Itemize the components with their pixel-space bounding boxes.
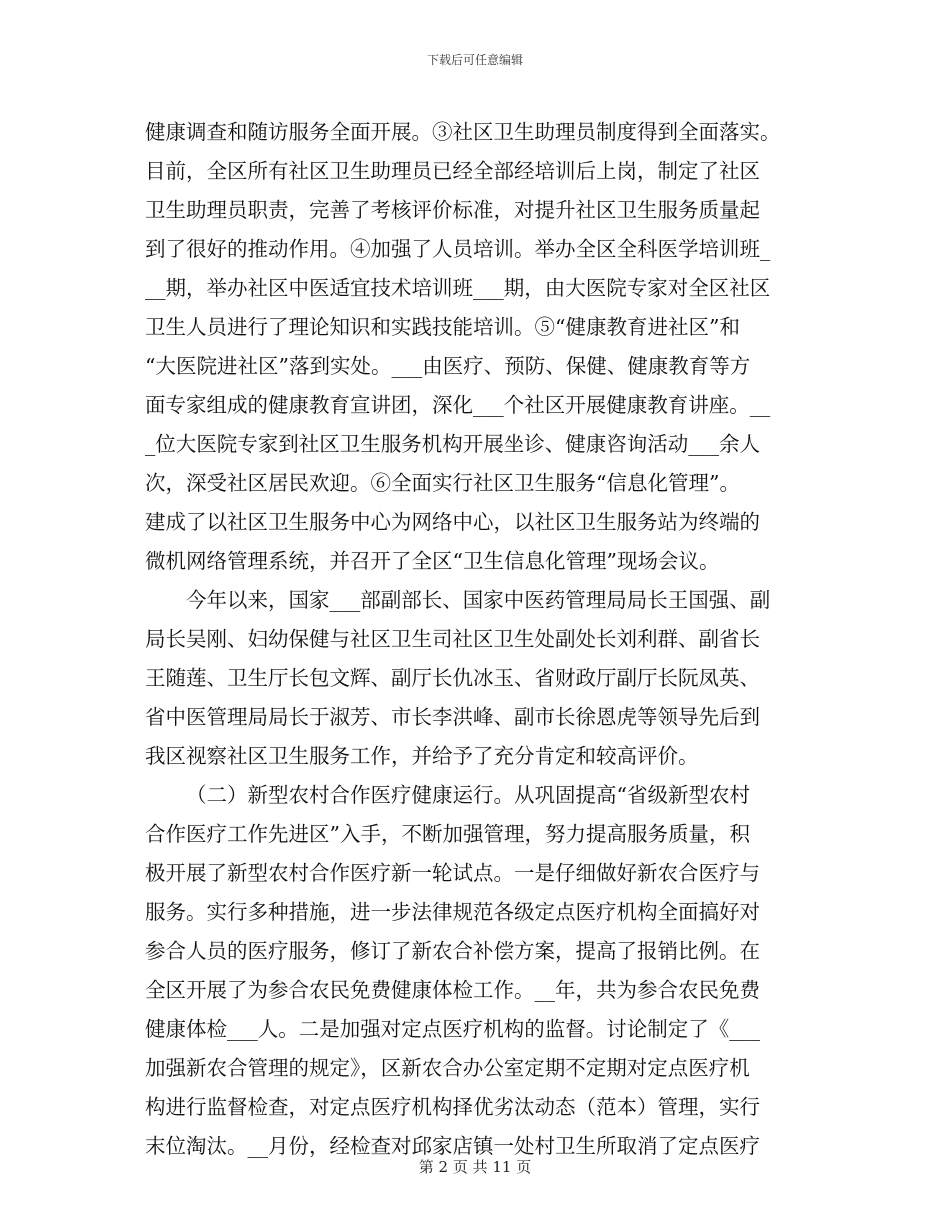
text-line: 到了很好的推动作用。④加强了人员培训。举办全区全科医学培训班_ [145,237,771,261]
text-line: 健康体检___人。二是加强对定点医疗机构的监督。讨论制定了《___ [145,1017,760,1041]
text-line: 全区开展了为参合农民免费健康体检工作。__年，共为参合农民免费 [145,978,760,1002]
page-header: 下载后可任意编辑 [426,53,523,67]
text-line: 我区视察社区卫生服务工作，并给予了充分肯定和较高评价。 [145,744,699,768]
text-line: 卫生人员进行了理论知识和实践技能培训。⑤“健康教育进社区”和 [145,315,740,339]
document-body [145,113,805,1166]
text-line: 今年以来，国家___部副部长、国家中医药管理局局长王国强、副 [186,588,771,612]
text-line: 加强新农合管理的规定》，区新农合办公室定期不定期对定点医疗机 [145,1056,750,1080]
text-line: 局长吴刚、妇幼保健与社区卫生司社区卫生处副处长刘利群、副省长 [145,627,760,651]
text-line: 构进行监督检查，对定点医疗机构择优劣汰动态（范本）管理，实行 [145,1095,760,1119]
text-line: 合作医疗工作先进区”入手，不断加强管理，努力提高服务质量，积 [145,822,750,846]
text-line: 末位淘汰。__月份，经检查对邱家店镇一处村卫生所取消了定点医疗 [145,1134,760,1158]
text-line: 服务。实行多种措施，进一步法律规范各级定点医疗机构全面搞好对 [145,900,760,924]
paragraph [145,113,805,581]
text-line: 省中医管理局局长于淑芳、市长李洪峰、副市长徐恩虎等领导先后到 [145,705,760,729]
paragraph [145,581,805,776]
text-line: （二）新型农村合作医疗健康运行。从巩固提高“省级新型农村 [186,783,750,807]
text-line: 极开展了新型农村合作医疗新一轮试点。一是仔细做好新农合医疗与 [145,861,760,885]
text-line: __期，举办社区中医适宜技术培训班___期，由大医院专家对全区社区 [145,276,771,300]
text-line: 卫生助理员职责，完善了考核评价标准，对提升社区卫生服务质量起 [145,198,760,222]
text-line: 微机网络管理系统，并召开了全区“卫生信息化管理”现场会议。 [145,549,720,573]
text-line: 参合人员的医疗服务，修订了新农合补偿方案，提高了报销比例。在 [145,939,760,963]
text-line: “大医院进社区”落到实处。___由医疗、预防、保健、健康教育等方 [145,354,751,378]
text-line: 面专家组成的健康教育宣讲团，深化___个社区开展健康教育讲座。__ [145,393,771,417]
text-line: 健康调查和随访服务全面开展。③社区卫生助理员制度得到全面落实。 [145,120,781,144]
text-line: _位大医院专家到社区卫生服务机构开展坐诊、健康咨询活动___余人 [145,432,760,456]
page-footer: 第 2 页 共 11 页 [418,1158,532,1176]
paragraph [145,776,805,1166]
text-line: 建成了以社区卫生服务中心为网络中心，以社区卫生服务站为终端的 [145,510,760,534]
text-line: 王随莲、卫生厅长包文辉、副厅长仇冰玉、省财政厅副厅长阮凤英、 [145,666,760,690]
text-line: 目前，全区所有社区卫生助理员已经全部经培训后上岗，制定了社区 [145,159,760,183]
text-line: 次，深受社区居民欢迎。⑥全面实行社区卫生服务“信息化管理”。 [145,471,740,495]
